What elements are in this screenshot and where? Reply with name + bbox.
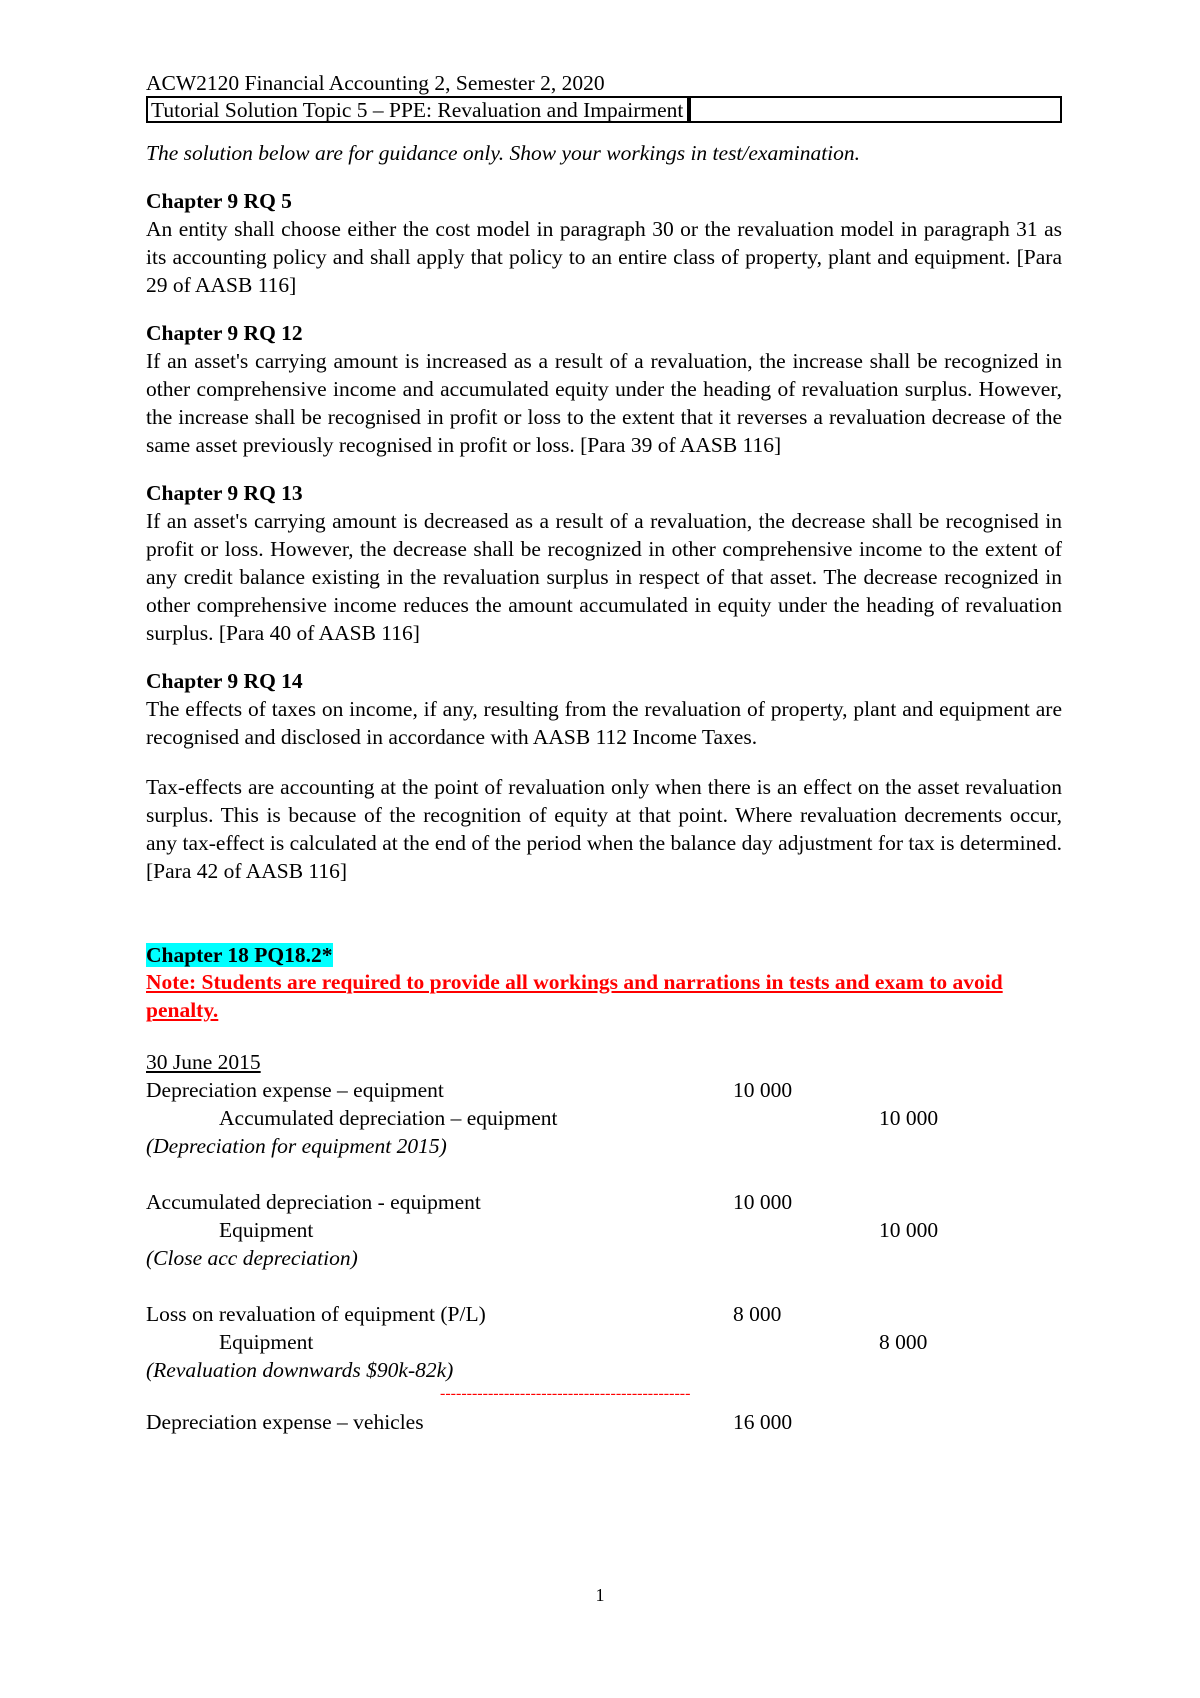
red-dashed-separator: ----------------------------------------------- xyxy=(440,1385,691,1402)
pq-heading: Chapter 18 PQ18.2* xyxy=(146,943,333,967)
credit-amount: 10 000 xyxy=(879,1106,939,1130)
debit-account: Loss on revaluation of equipment (P/L) xyxy=(146,1302,486,1326)
debit-amount: 10 000 xyxy=(733,1078,793,1102)
section-paragraph: Tax-effects are accounting at the point of revaluation only when there is an effect on the asset revaluation surplus. This is because of the recognition of equity at that point. Where revaluation decrements occur, any tax-effect is calculated at the end of the period when the balance day adjustment for tax is determined. [Para 42 of AASB 116] xyxy=(146,775,1062,883)
journal-narration: (Close acc depreciation) xyxy=(146,1246,358,1270)
journal-debit-line xyxy=(146,1188,1062,1216)
section-rq12 xyxy=(146,319,1062,459)
debit-amount: 16 000 xyxy=(733,1410,793,1434)
intro-note: The solution below are for guidance only. Show your workings in test/examination. xyxy=(146,141,861,165)
credit-amount: 8 000 xyxy=(879,1330,928,1354)
pq-heading-line xyxy=(146,943,1062,968)
document-page xyxy=(146,70,1062,1436)
journal-narration: (Depreciation for equipment 2015) xyxy=(146,1134,447,1158)
journal-entries xyxy=(146,1076,1062,1436)
credit-account: Equipment xyxy=(219,1218,314,1242)
debit-amount: 8 000 xyxy=(733,1302,782,1326)
journal-credit-line xyxy=(146,1104,1062,1132)
pq-note: Note: Students are required to provide all workings and narrations in tests and exam to avoid penalty. xyxy=(146,970,1003,1022)
debit-account: Depreciation expense – equipment xyxy=(146,1078,444,1102)
section-paragraph: The effects of taxes on income, if any, resulting from the revaluation of property, plant and equipment are recognised and disclosed in accordance with AASB 112 Income Taxes. xyxy=(146,697,1062,749)
debit-amount: 10 000 xyxy=(733,1190,793,1214)
section-rq14 xyxy=(146,667,1062,885)
journal-credit-line xyxy=(146,1328,1062,1356)
topic-title: Tutorial Solution Topic 5 – PPE: Revaluation and Impairment xyxy=(146,96,687,123)
credit-account: Equipment xyxy=(219,1330,314,1354)
section-heading: Chapter 9 RQ 14 xyxy=(146,669,303,693)
topic-title-box xyxy=(146,96,1062,122)
credit-amount: 10 000 xyxy=(879,1218,939,1242)
page-number: 1 xyxy=(595,1585,605,1605)
section-rq5 xyxy=(146,187,1062,299)
section-heading: Chapter 9 RQ 5 xyxy=(146,189,292,213)
entry-date: 30 June 2015 xyxy=(146,1050,261,1074)
section-paragraph: An entity shall choose either the cost model in paragraph 30 or the revaluation model in paragraph 31 as its accounting policy and shall apply that policy to an entire class of property, plant and equipment. [Para 29 of AASB 116] xyxy=(146,217,1062,297)
journal-debit-line xyxy=(146,1300,1062,1328)
course-title: ACW2120 Financial Accounting 2, Semester 2, 2020 xyxy=(146,71,605,95)
journal-credit-line xyxy=(146,1216,1062,1244)
section-rq13 xyxy=(146,479,1062,647)
section-paragraph: If an asset's carrying amount is decreased as a result of a revaluation, the decrease shall be recognised in profit or loss. However, the decrease shall be recognized in other comprehensive income to the extent of any credit balance existing in the revaluation surplus in respect of that asset. The decrease recognized in other comprehensive income reduces the amount accumulated in equity under the heading of revaluation surplus. [Para 40 of AASB 116] xyxy=(146,509,1062,645)
journal-narration: (Revaluation downwards $90k-82k) xyxy=(146,1358,454,1382)
section-paragraph: If an asset's carrying amount is increased as a result of a revaluation, the increase shall be recognized in other comprehensive income and accumulated equity under the heading of revaluation surplus. However, the increase shall be recognised in profit or loss to the extent that it reverses a revaluation decrease of the same asset previously recognised in profit or loss. [Para 39 of AASB 116] xyxy=(146,349,1062,457)
journal-debit-line xyxy=(146,1408,1062,1436)
credit-account: Accumulated depreciation – equipment xyxy=(219,1106,558,1130)
debit-account: Depreciation expense – vehicles xyxy=(146,1410,424,1434)
topic-title-empty-cell xyxy=(687,96,1062,123)
debit-account: Accumulated depreciation - equipment xyxy=(146,1190,481,1214)
section-heading: Chapter 9 RQ 13 xyxy=(146,481,303,505)
section-heading: Chapter 9 RQ 12 xyxy=(146,321,303,345)
journal-debit-line xyxy=(146,1076,1062,1104)
